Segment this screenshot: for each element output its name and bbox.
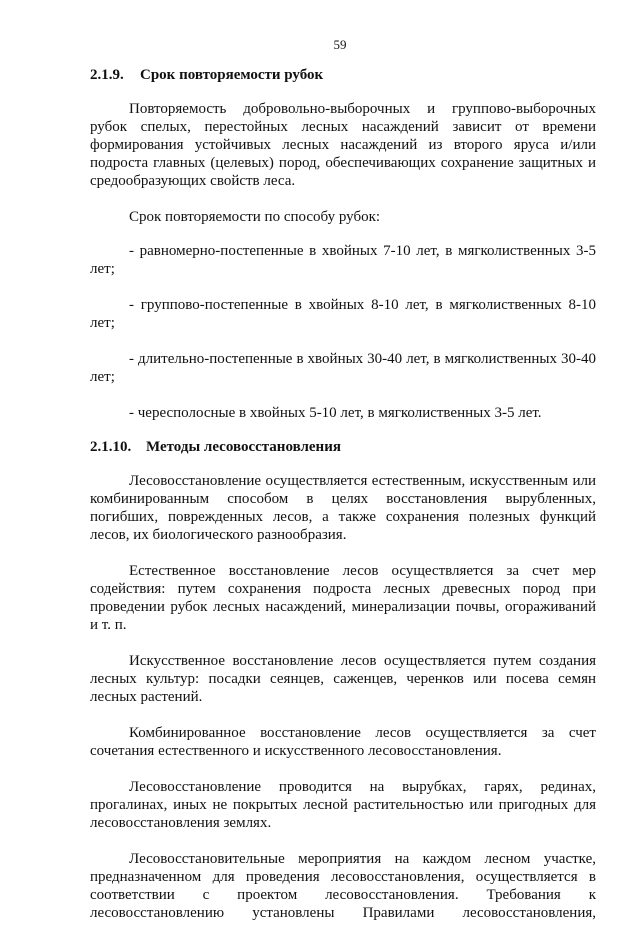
- paragraph: Естественное восстановление лесов осуществляется за счет мер содействия: путем сохранения подроста лесных древесных пород при проведении рубок лесных насаждений, минерализации почвы, огораживаний и т. п.: [90, 563, 596, 633]
- section-number: 2.1.10.: [90, 439, 132, 455]
- list-item: - группово-постепенные в хвойных 8-10 лет, в мягколиственных 8-10 лет;: [90, 297, 596, 331]
- section-title: Срок повторяемости рубок: [140, 67, 324, 83]
- section-heading-2-1-10: [90, 438, 596, 456]
- paragraph: Лесовосстановительные мероприятия на каждом лесном участке, предназначенном для проведения лесовосстановления, осуществляется в соответствии с проектом лесовосстановления. Требования к лесовосстановлению установлены Правилами лесовосстановления,: [90, 851, 596, 921]
- paragraph: Лесовосстановление проводится на вырубках, гарях, рединах, прогалинах, иных не покрытых лесной растительностью или пригодных для лесовосстановления землях.: [90, 779, 596, 831]
- page-number: 59: [333, 37, 347, 52]
- paragraph: Срок повторяемости по способу рубок:: [129, 209, 381, 225]
- paragraph: Лесовосстановление осуществляется естественным, искусственным или комбинированным способом в целях восстановления вырубленных, погибших, поврежденных лесов, а также сохранения полезных функций лесов, их биологического разнообразия.: [90, 473, 596, 543]
- paragraph: Комбинированное восстановление лесов осуществляется за счет сочетания естественного и искусственного лесовосстановления.: [90, 725, 596, 759]
- section-heading-2-1-9: [90, 66, 596, 84]
- page-content: [90, 66, 596, 940]
- list-item: - чересполосные в хвойных 5-10 лет, в мягколиственных 3-5 лет.: [129, 405, 542, 421]
- list-item: - длительно-постепенные в хвойных 30-40 лет, в мягколиственных 30-40 лет;: [90, 351, 596, 385]
- section-number: 2.1.9.: [90, 67, 124, 83]
- section-title: Методы лесовосстановления: [146, 439, 341, 455]
- paragraph: Искусственное восстановление лесов осуществляется путем создания лесных культур: посадки сеянцев, саженцев, черенков или посева семян лесных растений.: [90, 653, 596, 705]
- list-item: - равномерно-постепенные в хвойных 7-10 лет, в мягколиственных 3-5 лет;: [90, 243, 596, 277]
- paragraph: Повторяемость добровольно-выборочных и группово-выборочных рубок спелых, перестойных лесных насаждений зависит от времени формирования устойчивых лесных насаждений из второго яруса и/или подроста главных (целевых) пород, обеспечивающих сохранение защитных и средообразующих свойств леса.: [90, 101, 596, 189]
